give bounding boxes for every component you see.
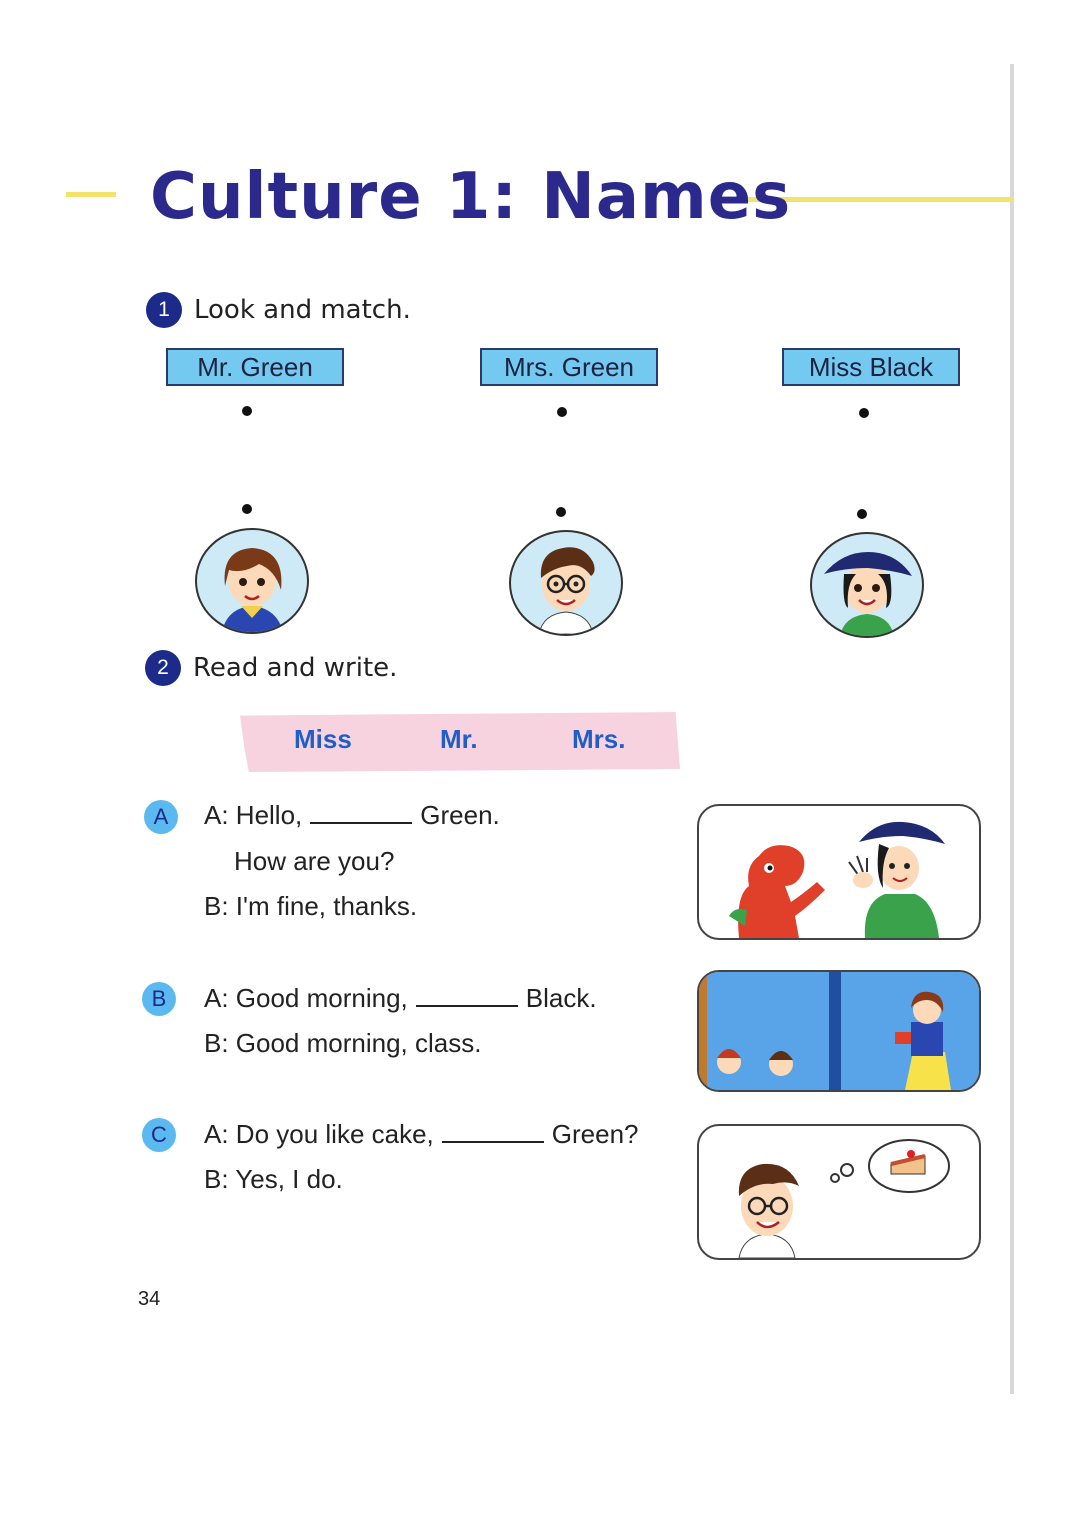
item-a-line-1: A: Hello, Green. [204,800,500,830]
item-a-line-3: B: I'm fine, thanks. [204,891,418,921]
item-b-line-1: A: Good morning, Black. [204,983,597,1013]
fill-blank-a[interactable] [310,802,412,824]
label-mr-green[interactable]: Mr. Green [166,348,344,386]
picture-panel-c [697,1124,981,1260]
item-c-letter: C [142,1118,176,1152]
word-bank-mrs: Mrs. [572,724,626,754]
portrait-girl-hat [810,532,924,638]
word-bank-miss: Miss [294,724,352,754]
page-edge-line [1010,64,1014,1394]
item-b-letter: B [142,982,176,1016]
match-dot-bottom[interactable] [857,509,867,519]
item-c-line-2: B: Yes, I do. [204,1164,343,1194]
match-dot-bottom[interactable] [242,504,252,514]
picture-panel-a [697,804,981,940]
fill-blank-b[interactable] [416,985,518,1007]
item-b-line-2: B: Good morning, class. [204,1028,482,1058]
match-dot-top[interactable] [242,406,252,416]
fill-blank-c[interactable] [442,1121,544,1143]
section-1-heading [146,292,411,328]
word-bank-mr: Mr. [440,724,478,754]
item-a-line-2: How are you? [234,846,395,876]
page-title: Culture 1: Names [150,160,792,234]
portrait-woman [195,528,309,634]
section-2-number: 2 [145,650,181,686]
page-number: 34 [138,1288,161,1310]
match-dot-top[interactable] [557,407,567,417]
section-1-instruction: Look and match. [194,295,411,325]
item-a-letter: A [144,800,178,834]
section-2-heading [145,650,397,686]
section-2-instruction: Read and write. [193,653,398,683]
picture-panel-b [697,970,981,1092]
match-dot-top[interactable] [859,408,869,418]
label-miss-black[interactable]: Miss Black [782,348,960,386]
portrait-man [509,530,623,636]
label-mrs-green[interactable]: Mrs. Green [480,348,658,386]
title-rule-left [66,192,116,197]
item-c-line-1: A: Do you like cake, Green? [204,1119,639,1149]
match-dot-bottom[interactable] [556,507,566,517]
section-1-number: 1 [146,292,182,328]
